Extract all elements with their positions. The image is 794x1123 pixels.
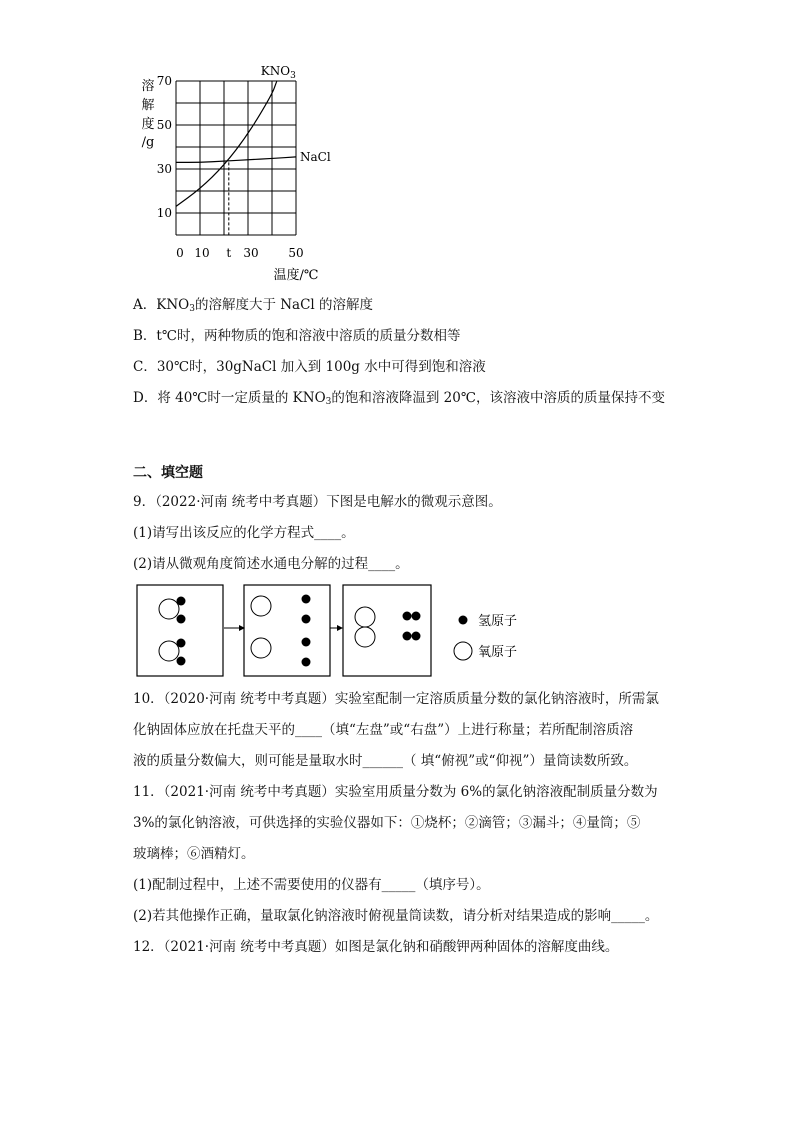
q9-stem: 9．（2022·河南 统考中考真题）下图是电解水的微观示意图。 [133,494,502,510]
x-tick-label: 50 [288,246,304,260]
oxygen-legend-icon [454,642,472,660]
q9-sub1: (1)请写出该反应的化学方程式____。 [133,525,355,541]
products-box [343,585,431,676]
option-c: C．30℃时，30gNaCl 加入到 100g 水中可得到饱和溶液 [133,359,486,375]
hydrogen-atom [302,595,311,604]
q9-sub2: (2)请从微观角度简述水通电分解的过程____。 [133,556,409,572]
y-axis-label-char: 溶 [141,79,155,94]
q10-line1: 10．（2020·河南 统考中考真题）实验室配制一定溶质质量分数的氯化钠溶液时，所需氯 [133,691,659,707]
oxygen-atom [159,641,179,661]
series-label-nacl: NaCl [300,149,331,164]
oxygen-atom [251,638,271,658]
q10-line2: 化钠固体应放在托盘天平的____（填“左盘”或“右盘”）上进行称量；若所配制溶质溶 [133,722,634,738]
hydrogen-atom [403,612,412,621]
q11-sub2: (2)若其他操作正确，量取氯化钠溶液时俯视量筒读数，请分析对结果造成的影响_____。 [133,908,659,924]
solubility-chart [130,60,350,290]
option-a: A．$KNO_3$的溶解度大于 NaCl 的溶解度 [133,297,374,314]
y-tick-label: 50 [156,118,172,132]
oxygen-atom [251,596,271,616]
y-axis-label [141,78,154,150]
oxygen-atom [355,607,375,627]
electrolysis-diagram [136,584,536,680]
hydrogen-atom [412,612,421,621]
q11-line1: 11．（2021·河南 统考中考真题）实验室用质量分数为 6%的氯化钠溶液配制质量分数为 [133,784,658,800]
q10-line3: 液的质量分数偏大，则可能是量取水时______（ 填“俯视”或“仰视”）量筒读数所致。 [133,753,638,769]
x-tick-label: 10 [194,246,210,260]
hydrogen-atom [412,632,421,641]
y-axis-label-char: 解 [141,98,155,113]
chart-marks [157,64,331,260]
q12-stem: 12．（2021·河南 统考中考真题）如图是氯化钠和硝酸钾两种固体的溶解度曲线。 [133,939,619,955]
hydrogen-legend-label: 氢原子 [478,614,518,629]
hydrogen-atom [177,597,186,606]
x-axis-label: 温度/℃ [273,268,319,283]
q11-sub1: (1)配制过程中，上述不需要使用的仪器有_____（填序号）。 [133,877,490,893]
section-title: 二、填空题 [133,465,203,481]
series-line-nacl [176,157,296,163]
hydrogen-atom [403,632,412,641]
y-tick-label: 10 [156,206,172,220]
y-axis-label-char: /g [141,135,155,150]
q11-line2: 3%的氯化钠溶液，可供选择的实验仪器如下：①烧杯；②滴管；③漏斗；④量筒；⑤ [133,815,641,831]
series-label-kno3: $KNO_3$ [260,64,296,81]
y-tick-label: 70 [156,74,172,88]
oxygen-atom [159,599,179,619]
arrow-icon [330,625,343,631]
y-axis-label-char: 度 [141,117,155,132]
hydrogen-atom [177,657,186,666]
x-tick-label: 0 [176,246,184,260]
series-line-kno3 [176,81,277,206]
x-tick-label: t [226,246,232,260]
y-tick-label: 30 [156,162,172,176]
x-tick-label: 30 [243,246,259,260]
option-d: D．将 40℃时一定质量的 $KNO_3$的饱和溶液降温到 20℃，该溶液中溶质的质量保持不变 [133,390,665,407]
oxygen-legend-label: 氧原子 [478,645,518,660]
hydrogen-atom [177,615,186,624]
arrow-icon [224,625,245,631]
hydrogen-legend-icon [459,616,468,625]
option-b: B．t℃时，两种物质的饱和溶液中溶质的质量分数相等 [133,328,461,344]
hydrogen-atom [302,638,311,647]
hydrogen-atom [302,615,311,624]
hydrogen-atom [177,639,186,648]
oxygen-atom [355,627,375,647]
hydrogen-atom [302,658,311,667]
q11-line3: 玻璃棒；⑥酒精灯。 [133,846,255,862]
